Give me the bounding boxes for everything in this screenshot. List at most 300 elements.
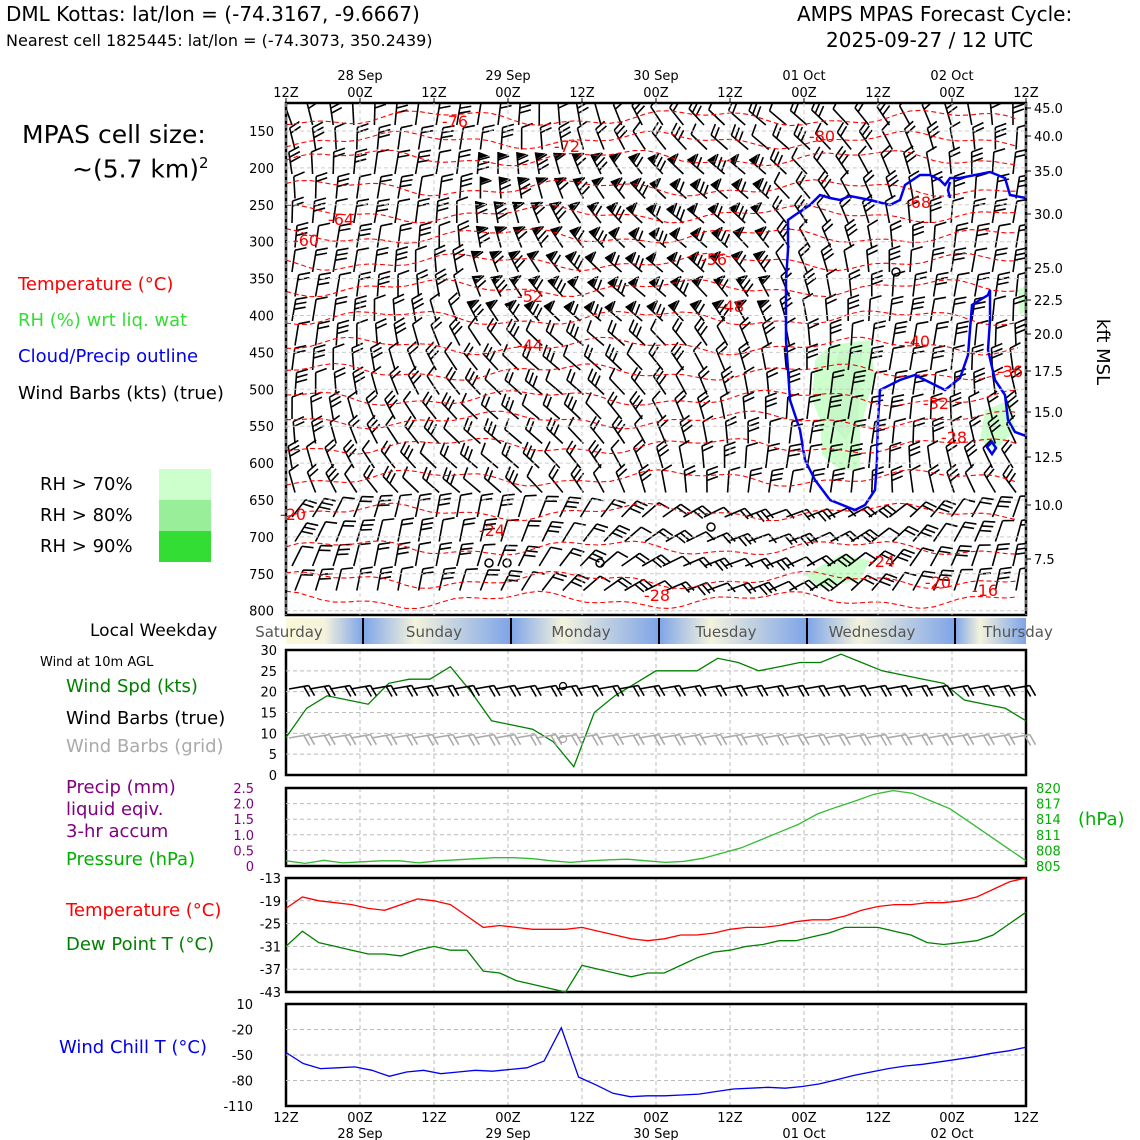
wind-barb [748, 417, 759, 443]
wind-barb [292, 393, 303, 419]
wind-barb [594, 97, 612, 125]
wind-barb [708, 200, 732, 223]
wind-barb [650, 391, 672, 419]
wind-barb [647, 298, 671, 321]
wind-barb [650, 122, 675, 149]
top-tick-label: 12Z [273, 86, 299, 101]
height-tick-label: 20.0 [1034, 328, 1063, 343]
wind-barb [374, 295, 385, 321]
isotherm-label: -56 [700, 250, 728, 269]
wind-barb [460, 173, 473, 200]
precip-label-2: liquid eqiv. [66, 799, 164, 820]
wind-barb [591, 149, 611, 174]
bottom-date-label: 01 Oct [782, 1127, 826, 1140]
wind-barb [306, 464, 326, 492]
wind-barb [311, 392, 324, 419]
wind-barb [954, 320, 969, 347]
wind-barb [436, 540, 452, 568]
wind-barb [820, 244, 838, 272]
isotherm-label: -68 [904, 193, 932, 212]
isotherm-label: -28 [940, 428, 968, 447]
top-tick-label: 12Z [1013, 86, 1039, 101]
wind-barb [803, 268, 821, 296]
wind-barb [480, 177, 491, 199]
wind-barb [702, 441, 715, 468]
wind-barb [480, 566, 500, 594]
wind-barb [857, 122, 881, 150]
wind-barb [655, 440, 673, 468]
pressure-tick-label: 650 [249, 494, 274, 509]
dewpoint-line [286, 912, 1026, 992]
wind-barb [458, 221, 471, 248]
wind-barb [951, 197, 964, 224]
isotherm-label: -52 [516, 287, 544, 306]
wind-barb [498, 492, 515, 520]
wind-barb [949, 147, 962, 174]
wind-barb [542, 442, 568, 468]
wind-barb [625, 249, 649, 272]
wind-barb [729, 200, 753, 223]
wind-barb [601, 549, 628, 574]
wind-barb [844, 219, 862, 247]
wind-barb [769, 467, 784, 494]
wind-barb [692, 318, 716, 346]
wind-barb [661, 465, 677, 493]
wind-barb [972, 541, 991, 569]
chill-label: Wind Chill T (°C) [59, 1037, 207, 1058]
bottom-tick-label: 00Z [495, 1111, 521, 1126]
wind-barb [401, 391, 424, 419]
wind-barb [605, 298, 629, 321]
wind-barb [934, 320, 949, 347]
isotherm-label: -36 [996, 362, 1024, 381]
wind-barb [629, 225, 653, 248]
legend-temperature: Temperature (°C) [18, 274, 174, 295]
wind-barb [398, 441, 424, 468]
wind-barb [441, 418, 467, 444]
wind-barb [365, 415, 387, 443]
wind-barb [1001, 465, 1025, 492]
wind-barb [334, 368, 347, 395]
wind-barb [336, 320, 349, 347]
top-tick-label: 00Z [791, 86, 817, 101]
wind-barb [872, 270, 883, 296]
isotherm-label: -24 [868, 552, 896, 571]
wind-barb [851, 467, 865, 494]
dew-label: Dew Point T (°C) [66, 934, 215, 955]
wind-barb [570, 223, 592, 247]
wind-barb [374, 541, 390, 569]
wind-barb [604, 576, 632, 600]
wind-barb [668, 151, 691, 174]
wind-barb [420, 392, 445, 419]
wind-barb [523, 418, 550, 443]
y-tick-label: 0.5 [233, 844, 254, 860]
pressure-tick-label: 200 [249, 161, 274, 177]
wind-barb [629, 150, 651, 174]
wind-barb [587, 199, 609, 223]
wind-barb [749, 151, 773, 174]
wind-barb [715, 317, 737, 345]
wind-barb [498, 152, 509, 174]
cell-size-label: MPAS cell size: [22, 120, 206, 149]
wind-barb [395, 197, 410, 224]
pressure-tick-label: 400 [249, 309, 274, 325]
pressure-tick-label: 814 [1036, 813, 1061, 829]
wind-barb [931, 295, 946, 323]
wind-barb [343, 465, 366, 493]
wind-barb [972, 344, 984, 370]
wind-barb [524, 466, 550, 492]
wind-barb [444, 367, 469, 394]
wind-barb [748, 533, 776, 552]
bottom-time-axis [273, 1111, 1039, 1140]
wind-barb [610, 416, 634, 444]
precip-pressure-panel [233, 782, 1061, 875]
wind-barb [931, 344, 946, 371]
wind-barb [288, 464, 306, 492]
wind-barb [786, 442, 801, 469]
wind-barb [951, 542, 972, 570]
wind-barb [628, 274, 652, 297]
wind-barb [889, 393, 904, 420]
isotherm-label: -20 [279, 505, 307, 524]
wind-barb [461, 467, 488, 492]
weekday-label: Wednesday [828, 623, 916, 641]
bottom-tick-label: 12Z [717, 1111, 743, 1126]
wind-barb [802, 293, 818, 321]
wind-barb [479, 394, 506, 419]
cell-size-text: ~(5.7 km) [72, 154, 199, 184]
wind-barb [849, 270, 862, 297]
y-tick-label: -13 [259, 872, 281, 887]
wind-barb [494, 199, 509, 223]
wind-barb [316, 518, 338, 546]
wind-barb [690, 176, 714, 199]
wind-barb [411, 293, 426, 321]
wind-barb [347, 391, 365, 419]
wind-barb [779, 293, 797, 321]
rh70-swatch [159, 469, 211, 500]
wind-barb [542, 518, 563, 546]
wind-barb [910, 545, 934, 573]
wind-barb [856, 146, 878, 174]
wind-barb [324, 464, 346, 492]
wind-barb [398, 124, 412, 151]
wind-barb [736, 272, 757, 296]
wind-spd-label: Wind Spd (kts) [66, 676, 198, 697]
wind-barb [495, 223, 512, 247]
wind-barb [306, 440, 324, 468]
pressure-tick-label: 250 [249, 198, 274, 214]
isotherm-label: -20 [924, 573, 952, 592]
wind-barb [459, 393, 485, 419]
wind-barb [913, 522, 938, 549]
wind-barb [926, 121, 944, 149]
wind-barb [913, 369, 928, 396]
wind-barb [539, 544, 562, 572]
y-tick-label: -80 [231, 1074, 253, 1090]
y-tick-label: 10 [260, 727, 277, 743]
wind-barb [540, 394, 567, 419]
wind-true-label: Wind Barbs (true) [66, 708, 226, 729]
wind-barb [934, 271, 949, 298]
weekday-label: Thursday [983, 623, 1053, 641]
rh80-swatch [159, 500, 211, 531]
wind-barb [934, 369, 948, 396]
wind-barb [482, 369, 508, 395]
wind-barb [607, 199, 630, 223]
wind-barb [615, 464, 635, 492]
wind-barb [425, 367, 448, 395]
wind-barb [352, 343, 365, 370]
wind-barb [879, 146, 899, 174]
weekday-label: Sunday [405, 623, 463, 641]
wind-barb [333, 494, 355, 522]
height-axis-right [1026, 102, 1063, 568]
wind-barb [360, 440, 383, 468]
wind-barb [889, 295, 903, 322]
top-tick-label: 12Z [865, 86, 891, 101]
wind-barb [834, 146, 858, 174]
y-tick-label: 5 [268, 748, 277, 764]
wind-barb [927, 441, 941, 468]
wind-barb [995, 222, 1010, 250]
wind-barb [588, 416, 613, 443]
wind-barb [745, 442, 758, 469]
wind-barb [463, 368, 489, 395]
wind-barb [540, 345, 567, 370]
y-tick-label: -110 [223, 1100, 253, 1115]
wind-barb [336, 173, 349, 200]
bottom-date-label: 29 Sep [485, 1127, 531, 1140]
wind-barb [755, 223, 777, 247]
y-tick-label: -25 [259, 917, 281, 933]
isotherm-label: -40 [903, 332, 931, 351]
height-tick-label: 12.5 [1034, 451, 1063, 466]
wind-barb [946, 464, 965, 492]
wind-barb [370, 342, 385, 370]
wind-barb [457, 491, 472, 519]
wind-barb [930, 197, 941, 223]
pressure-tick-label: 817 [1036, 797, 1061, 813]
top-tick-label: 00Z [495, 86, 521, 101]
isotherm [286, 390, 1018, 406]
wind-barb [690, 225, 714, 248]
wind-barb [377, 222, 392, 249]
wind-barb [1000, 440, 1023, 468]
wind-barb [461, 418, 488, 443]
wind-barb [995, 271, 1010, 298]
height-tick-label: 35.0 [1034, 165, 1063, 180]
wind-barb [458, 443, 485, 468]
wind-barb [789, 368, 800, 394]
wind-barb [357, 124, 369, 150]
time-series-panels [223, 644, 1060, 1115]
pressure-tick-label: 808 [1036, 844, 1061, 860]
wind-barb [292, 295, 307, 323]
wind-barb [481, 467, 508, 492]
isotherm-label: -72 [553, 137, 581, 156]
wind-barb [707, 466, 718, 492]
wind-barb [311, 416, 326, 444]
pressure-tick-label: 350 [249, 272, 274, 288]
wind-barb [416, 492, 432, 520]
wind-barb [928, 465, 945, 493]
y-tick-label: -43 [259, 986, 281, 1001]
isotherm-label: -64 [327, 210, 355, 229]
isotherm [286, 541, 1018, 555]
wind-barb [460, 516, 476, 544]
wind-barb [992, 148, 1005, 175]
wind-barb [374, 148, 388, 175]
temperature-panel [260, 872, 1026, 1001]
pressure-tick-label: 805 [1036, 860, 1061, 875]
wind-barb [708, 124, 735, 149]
wind-barb [604, 523, 630, 549]
wind-barb [770, 124, 797, 149]
wind-barb [543, 369, 570, 394]
y-tick-label: -19 [259, 894, 281, 910]
y-tick-label: -31 [259, 940, 281, 956]
wind-barb [972, 246, 987, 274]
temp2-label: Temperature (°C) [66, 900, 222, 921]
wind-barb [564, 298, 588, 321]
wind-barb [440, 467, 467, 492]
wind-barb [992, 295, 1006, 322]
wind-barb [769, 418, 782, 445]
y-tick-label: -50 [231, 1049, 253, 1064]
top-tick-label: 12Z [421, 86, 447, 101]
wind-barb [821, 219, 841, 247]
wind-barb [522, 517, 542, 545]
wind-barb [913, 221, 924, 247]
wind-barb [573, 174, 593, 199]
wind-barb [725, 507, 753, 527]
wind-barb [669, 123, 695, 150]
wind-barb [539, 493, 559, 521]
wind-barb [316, 369, 327, 395]
wind-barb [835, 122, 860, 149]
y-tick-label: 0 [245, 860, 254, 875]
pressure-tick-label: 600 [249, 457, 274, 473]
height-tick-label: 25.0 [1034, 262, 1063, 277]
wind-barb [931, 543, 953, 571]
wind-barb [295, 566, 315, 594]
wind-barb [630, 97, 652, 125]
wind-barb [333, 148, 345, 174]
height-tick-label: 15.0 [1034, 406, 1063, 421]
wind-barb [673, 391, 693, 419]
wind-barb [766, 442, 780, 469]
top-tick-label: 00Z [347, 86, 373, 101]
wind-barb [560, 545, 585, 572]
wind-barb [663, 502, 691, 526]
wind-barb [294, 172, 306, 199]
isotherm-label: -80 [808, 127, 836, 146]
subtitle-left: Nearest cell 1825445: lat/lon = (-74.3073, 350.2439) [6, 31, 433, 50]
wind-barb [407, 366, 429, 394]
wind-barb [728, 124, 755, 149]
wind-barb [502, 418, 529, 443]
wind-barb [336, 565, 353, 593]
wind-barb [613, 121, 635, 149]
wind-barb [992, 246, 1007, 273]
wind-barb [826, 269, 842, 297]
wind-barb [519, 394, 546, 419]
bottom-tick-label: 12Z [273, 1111, 299, 1126]
wind-barb [715, 342, 735, 370]
wind-barb [592, 174, 613, 198]
wind-barb [622, 498, 648, 524]
wind-barb [467, 296, 487, 321]
wind-barb [679, 440, 695, 468]
wind-barb [375, 319, 388, 346]
wind-barb [398, 516, 414, 544]
wind-barb [910, 499, 936, 525]
wind-barb [486, 297, 507, 321]
wind-barb [774, 244, 796, 272]
wind-barb [745, 508, 773, 528]
wind-barb [975, 518, 996, 546]
wind-barb [728, 151, 752, 174]
wind-barb [580, 495, 603, 523]
wind-barb [889, 344, 904, 372]
wind-barb [584, 320, 611, 345]
wind-barb [416, 540, 431, 568]
pressure-tick-label: 550 [249, 420, 274, 436]
wind-barb [588, 274, 612, 297]
wind-barb [434, 245, 447, 272]
wind-barb [748, 467, 762, 494]
wind-barb [982, 465, 1005, 493]
wind-barb [626, 320, 652, 346]
wind-barb [872, 571, 897, 598]
wind-barb [354, 493, 374, 521]
wind-barb [383, 391, 405, 419]
wind-barb [289, 685, 315, 700]
top-date-label: 28 Sep [337, 69, 383, 84]
wind-barb [437, 443, 464, 468]
wind-barb [564, 441, 589, 468]
wind-barb [683, 556, 711, 576]
wind-barb [460, 566, 478, 594]
wind-barb [478, 443, 505, 468]
wind-barb [461, 343, 486, 370]
wind-barb [728, 532, 756, 552]
wind-barb [439, 565, 456, 593]
wind-barb [357, 173, 371, 200]
top-tick-label: 00Z [939, 86, 965, 101]
wind-barb [995, 320, 1007, 346]
wind-barb [324, 440, 344, 468]
wind-barb [357, 565, 373, 593]
wind-barb [395, 148, 410, 175]
top-date-label: 29 Sep [485, 69, 531, 84]
wind-barb [910, 295, 925, 322]
y-tick-label: 25 [260, 664, 277, 680]
wind-barb [733, 224, 756, 248]
wind-barb [335, 123, 347, 150]
wind-barb [439, 392, 465, 419]
wind-barb [569, 465, 593, 493]
weekday-label: Monday [551, 623, 611, 641]
wind-barb [872, 526, 899, 551]
height-tick-label: 17.5 [1034, 365, 1063, 380]
wind-barb [562, 393, 588, 419]
y-tick-label: 1.0 [233, 828, 254, 844]
wind-barb [452, 244, 467, 272]
